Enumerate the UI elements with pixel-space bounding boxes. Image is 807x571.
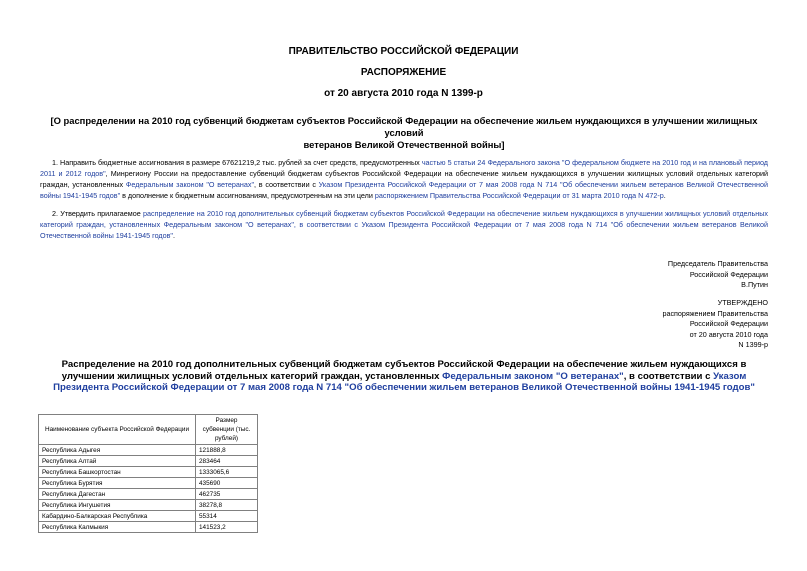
document-title-line1: [О распределении на 2010 год субвенций бюджетам субъектов Российской Федерации на обеспечение жильем нуждающихся в улучшении жилищных условий [50, 115, 758, 138]
region-cell: Республика Бурятия [39, 478, 196, 489]
approved-number: N 1399-р [738, 340, 768, 350]
approved-by-2: Российской Федерации [689, 319, 768, 329]
table-header-row [39, 415, 258, 445]
signature-name: В.Путин [741, 280, 768, 290]
amount-cell: 1333065,6 [196, 467, 258, 478]
annex-title-text: , в соответствии с [623, 370, 714, 382]
table-row [39, 456, 258, 467]
document-title-line2: ветеранов Великой Отечественной войны] [303, 139, 505, 150]
region-cell: Республика Калмыкия [39, 522, 196, 533]
region-cell: Республика Башкортостан [39, 467, 196, 478]
table-row [39, 467, 258, 478]
link-distribution-annex[interactable]: распределение на 2010 год дополнительных субвенций бюджетам субъектов Российской Федерации на обеспечение жильем нуждающихся в улучшении жилищных условий отдельных категорий граждан, установленных Федеральным законом "О ветеранах", в соответствии с Указом Президента Российской Федерации от 7 мая 2008 года N 714 "Об обеспечении жильем ветеранов Великой Отечественной войны 1941-1945 годов" [40, 209, 768, 240]
link-government-order-472[interactable]: распоряжением Правительства Российской Федерации от 31 марта 2010 года N 472-р [374, 191, 664, 200]
table-row [39, 445, 258, 456]
paragraph-2 [40, 208, 768, 241]
amount-cell: 435690 [196, 478, 258, 489]
table-row [39, 500, 258, 511]
link-presidential-decree-annex[interactable]: Указом Президента Российской Федерации от 7 мая 2008 года N 714 "Об обеспечении жильем ветеранов Великой Отечественной войны 1941-1945 годов" [53, 370, 755, 393]
region-cell: Республика Адыгея [39, 445, 196, 456]
paragraph-1-text: 1. Направить бюджетные ассигнования в размере 67621219,2 тыс. рублей за счет средств, предусмотренных [52, 158, 422, 167]
government-heading: ПРАВИТЕЛЬСТВО РОССИЙСКОЙ ФЕДЕРАЦИИ [288, 46, 519, 57]
document-title [40, 115, 768, 151]
table-row [39, 522, 258, 533]
table-row [39, 478, 258, 489]
amount-cell: 121888,8 [196, 445, 258, 456]
column-header-amount: Размер субвенции (тыс. рублей) [196, 415, 258, 445]
amount-cell: 462735 [196, 489, 258, 500]
approved-date: от 20 августа 2010 года [689, 329, 768, 339]
signature-position: Председатель Правительства [667, 259, 768, 268]
subventions-table [38, 414, 258, 533]
document-type: РАСПОРЯЖЕНИЕ [360, 67, 447, 78]
signature-block [668, 259, 768, 291]
table-row [39, 511, 258, 522]
paragraph-2-text: 2. Утвердить прилагаемое [52, 209, 144, 218]
region-cell: Кабардино-Балкарская Республика [39, 511, 196, 522]
paragraph-2-text: . [173, 231, 175, 240]
signature-position-2: Российской Федерации [689, 269, 768, 279]
link-presidential-decree[interactable]: Указом Президента Российской Федерации от 7 мая 2008 года N 714 "Об обеспечении жильем ветеранов Великой Отечественной войны 1941-1945 годов" [40, 180, 769, 200]
table-row [39, 489, 258, 500]
amount-cell: 283464 [196, 456, 258, 467]
column-header-region: Наименование субъекта Российской Федерации [39, 415, 196, 445]
region-cell: Республика Дагестан [39, 489, 196, 500]
amount-cell: 55314 [196, 511, 258, 522]
paragraph-1-text: , Минрегиону России на предоставление субвенций бюджетам субъектов Российской Федерации на обеспечение жильем нуждающихся в улучшении жилищных условий отдельных категорий граждан, установленных [40, 169, 768, 189]
amount-cell: 141523,2 [196, 522, 258, 533]
paragraph-1-text: , в соответствии с [254, 180, 319, 189]
approved-label: УТВЕРЖДЕНО [717, 298, 768, 307]
approval-block [662, 298, 768, 351]
annex-title-text: Распределение на 2010 год дополнительных субвенций бюджетам субъектов Российской Федерации на обеспечение жильем нуждающихся в улучшении жилищных условий отдельных категорий граждан, установленных [61, 359, 747, 382]
document-date-number: от 20 августа 2010 года N 1399-р [324, 88, 483, 99]
region-cell: Республика Алтай [39, 456, 196, 467]
paragraph-1 [40, 157, 768, 201]
link-veterans-law-annex[interactable]: Федеральным законом "О ветеранах" [442, 370, 624, 382]
link-budget-law[interactable]: частью 5 статьи 24 Федерального закона "О федеральном бюджете на 2010 год и на плановый период 2011 и 2012 годов" [40, 158, 769, 178]
link-veterans-law[interactable]: Федеральным законом "О ветеранах" [125, 180, 255, 189]
paragraph-1-text: . [663, 191, 666, 200]
annex-title [40, 359, 768, 394]
paragraph-1-text: в дополнение к бюджетным ассигнованиям, предусмотренным на эти цели [120, 191, 375, 200]
amount-cell: 38278,8 [196, 500, 258, 511]
region-cell: Республика Ингушетия [39, 500, 196, 511]
approved-by: распоряжением Правительства [662, 308, 768, 318]
